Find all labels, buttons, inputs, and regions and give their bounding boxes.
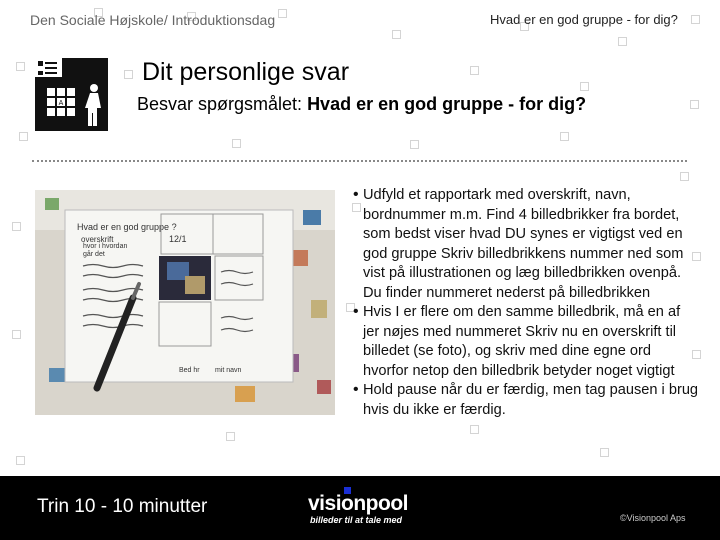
brand-tagline: billeder til at tale med (310, 515, 403, 525)
bullet-icon: • (353, 186, 359, 203)
subtitle-prefix: Besvar spørgsmålet: (137, 94, 308, 114)
brand-name: visionpool (308, 492, 408, 515)
page-title: Dit personlige svar (142, 58, 350, 86)
sheet-line4: går det (83, 251, 105, 258)
step-label: Trin 10 - 10 minutter (37, 496, 208, 517)
instruction-text: Udfyld et rapportark med overskrift, navn, bordnummer m.m. Find 4 billedbrikker fra bordet, som bedst viser hvad DU synes er vigtigst ved en god gruppe Skriv billedbrikkens nummer ned som vist på illustrationen og læg billedbrikken ovenpå. Du finder nummeret nederst på billedbrikken (363, 187, 684, 301)
dotted-divider (32, 160, 687, 162)
sheet-foot1: Bed hr (179, 367, 200, 374)
svg-text:A: A (58, 100, 64, 107)
brand-logo (308, 488, 412, 528)
instruction-item (353, 186, 700, 303)
instruction-item (353, 381, 700, 420)
page-subtitle (137, 94, 586, 115)
sheet-sub: overskrift (81, 235, 114, 244)
header-question-label: Hvad er en god gruppe - for dig? (490, 12, 678, 27)
bullet-icon: • (353, 381, 359, 398)
person-grid-icon (35, 58, 108, 131)
bullet-icon: • (353, 303, 359, 320)
instruction-text: Hold pause når du er færdig, men tag pausen i brug hvis du ikke er færdig. (363, 382, 699, 418)
sheet-number: 12/1 (169, 234, 187, 244)
instruction-list (353, 186, 700, 420)
worksheet-photo (35, 190, 335, 415)
header-course-label: Den Sociale Højskole/ Introduktionsdag (30, 12, 276, 28)
instruction-item (353, 303, 700, 381)
instruction-text: Hvis I er flere om den samme billedbrik, må en af jer nøjes med nummeret Skriv nu en overskrift til billedet (se foto), og skriv med dine egne ord hvorfor netop den billedbrik betyder noget vigtigt (363, 304, 681, 379)
copyright-text: ©Visionpool Aps (620, 513, 686, 523)
subtitle-question: Hvad er en god gruppe - for dig? (307, 94, 587, 114)
sheet-heading: Hvad er en god gruppe ? (77, 222, 177, 232)
sheet-line3: hvor i hvordan (83, 243, 128, 250)
sheet-foot2: mit navn (215, 367, 242, 374)
activity-logo (35, 58, 108, 131)
